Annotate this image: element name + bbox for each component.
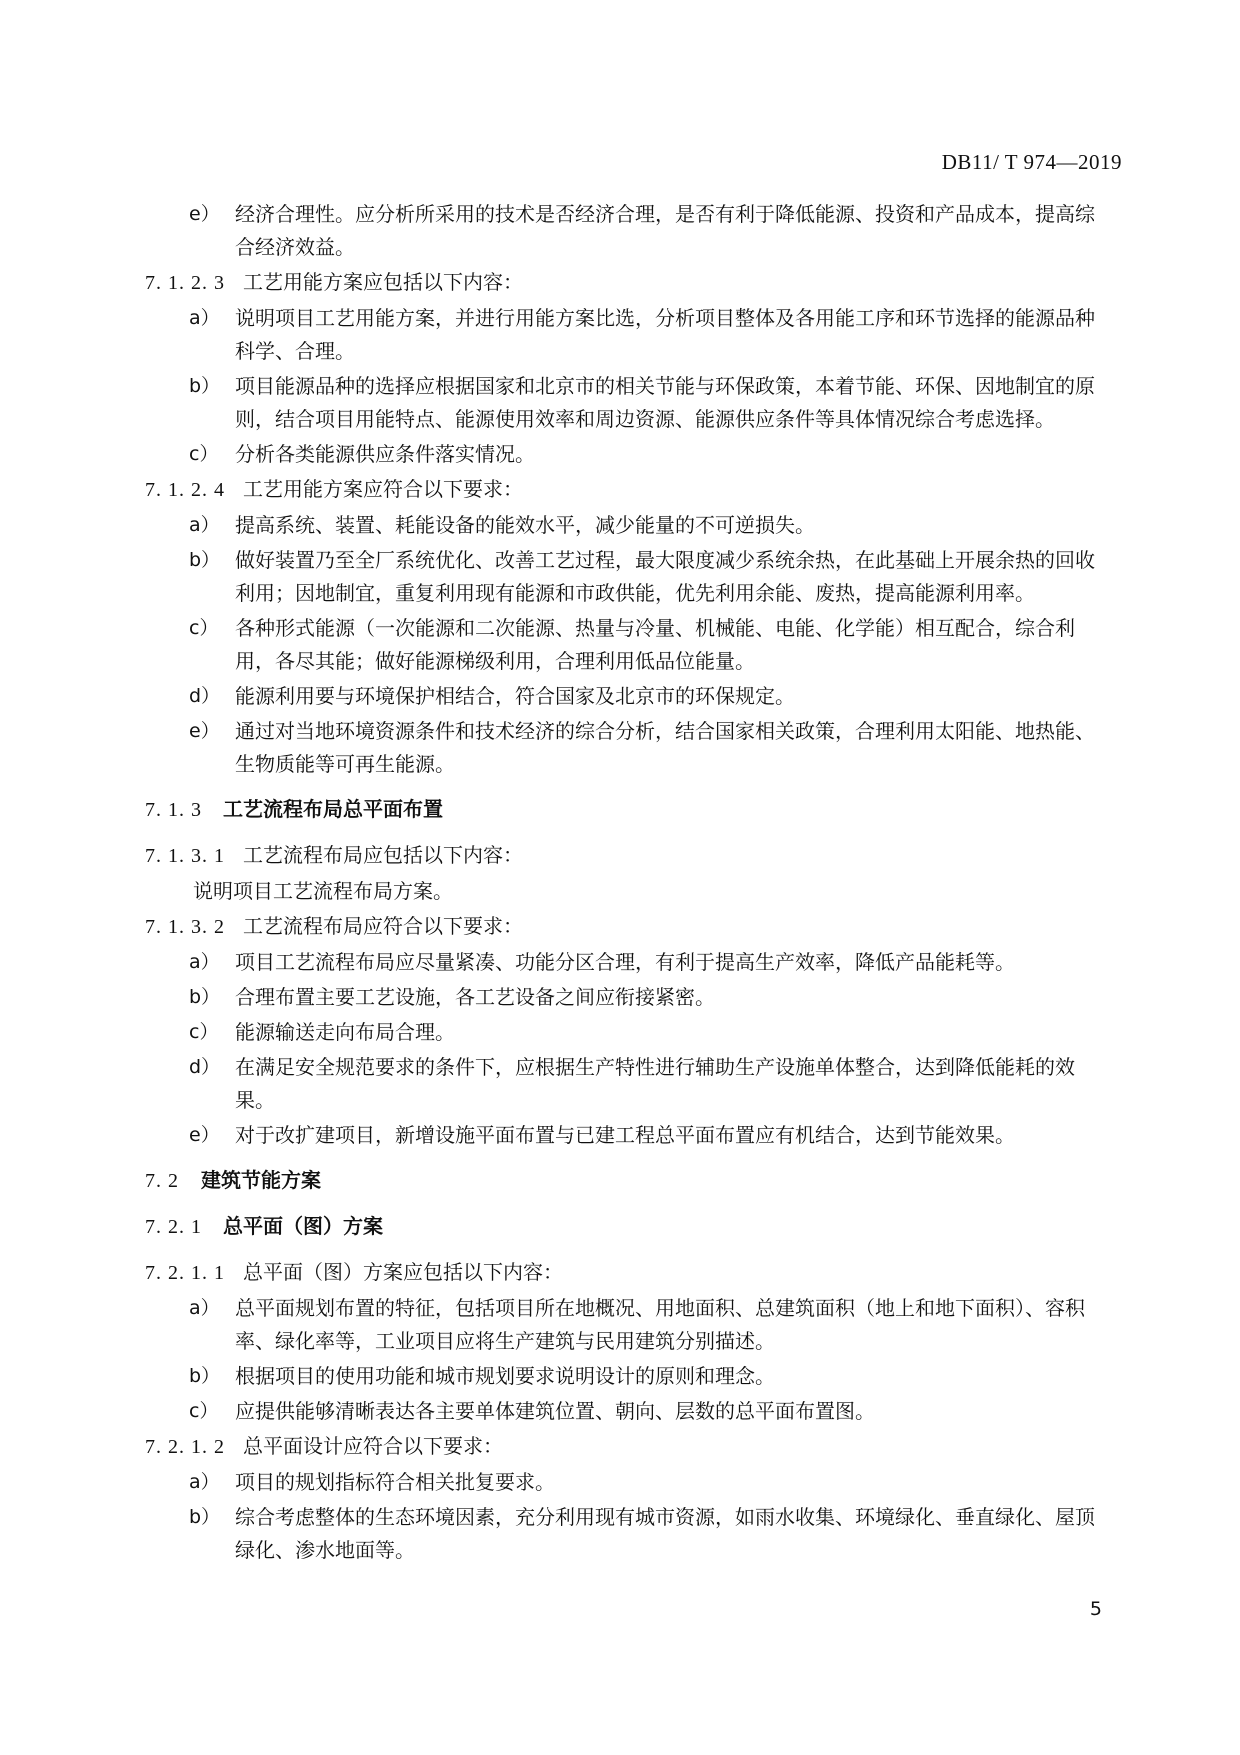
section-title: 工艺流程布局总平面布置 <box>223 797 443 821</box>
list-text: 各种形式能源（一次能源和二次能源、热量与冷量、机械能、电能、化学能）相互配合，综合利用，各尽其能；做好能源梯级利用，合理利用低品位能量。 <box>235 616 1075 673</box>
list-text: 提高系统、装置、耗能设备的能效水平，减少能量的不可逆损失。 <box>235 513 815 537</box>
clause-text: 工艺流程布局应包括以下内容： <box>243 843 523 867</box>
list-item <box>145 1501 1113 1567</box>
clause-7-1-3-2 <box>145 910 1113 944</box>
list-label: e） <box>189 203 220 225</box>
list-item <box>145 981 1113 1014</box>
list-item <box>145 1051 1113 1117</box>
list-text: 通过对当地环境资源条件和技术经济的综合分析，结合国家相关政策，合理利用太阳能、地热能、生物质能等可再生能源。 <box>235 719 1095 776</box>
list-text: 根据项目的使用功能和城市规划要求说明设计的原则和理念。 <box>235 1364 775 1388</box>
clause-number: 7. 2. 1. 1 <box>145 1262 225 1284</box>
list-label: b） <box>189 549 221 571</box>
list-label: e） <box>189 1124 220 1146</box>
clause-7-2-1-1 <box>145 1256 1113 1290</box>
section-heading-7-2-1 <box>145 1210 1113 1244</box>
clause-text: 总平面（图）方案应包括以下内容： <box>243 1260 563 1284</box>
list-label: a） <box>189 307 220 329</box>
clause-text: 总平面设计应符合以下要求： <box>243 1434 503 1458</box>
list-text: 总平面规划布置的特征，包括项目所在地概况、用地面积、总建筑面积（地上和地下面积）、容积率、绿化率等，工业项目应将生产建筑与民用建筑分别描述。 <box>235 1296 1085 1353</box>
document-code: DB11/ T 974—2019 <box>941 150 1122 174</box>
clause-7-2-1-2 <box>145 1430 1113 1464</box>
section-heading-7-2 <box>145 1164 1113 1198</box>
list-text: 对于改扩建项目，新增设施平面布置与已建工程总平面布置应有机结合，达到节能效果。 <box>235 1123 1015 1147</box>
clause-text: 工艺流程布局应符合以下要求： <box>243 914 523 938</box>
list-text: 项目能源品种的选择应根据国家和北京市的相关节能与环保政策，本着节能、环保、因地制宜的原则，结合项目用能特点、能源使用效率和周边资源、能源供应条件等具体情况综合考虑选择。 <box>235 374 1095 431</box>
clause-number: 7. 1. 3. 2 <box>145 916 225 938</box>
list-label: b） <box>189 375 221 397</box>
list-item <box>145 438 1113 471</box>
list-item <box>145 1119 1113 1152</box>
list-label: e） <box>189 720 220 742</box>
section-number: 7. 2. 1 <box>145 1216 202 1238</box>
list-item <box>145 715 1113 781</box>
list-item <box>145 1395 1113 1428</box>
page-number: 5 <box>1089 1598 1102 1620</box>
list-item <box>145 612 1113 678</box>
list-item <box>145 302 1113 368</box>
list-label: b） <box>189 1506 221 1528</box>
paragraph: 说明项目工艺流程布局方案。 <box>193 879 453 903</box>
list-text: 在满足安全规范要求的条件下，应根据生产特性进行辅助生产设施单体整合，达到降低能耗的效果。 <box>235 1055 1075 1112</box>
clause-text: 工艺用能方案应符合以下要求： <box>243 477 523 501</box>
list-item <box>145 544 1113 610</box>
list-item <box>145 509 1113 542</box>
list-label: b） <box>189 1365 221 1387</box>
clause-7-1-2-4 <box>145 473 1113 507</box>
list-text: 合理布置主要工艺设施，各工艺设备之间应衔接紧密。 <box>235 985 715 1009</box>
list-text: 项目工艺流程布局应尽量紧凑、功能分区合理，有利于提高生产效率，降低产品能耗等。 <box>235 950 1015 974</box>
clause-text: 工艺用能方案应包括以下内容： <box>243 270 523 294</box>
list-label: b） <box>189 986 221 1008</box>
list-text: 能源输送走向布局合理。 <box>235 1020 455 1044</box>
list-label: a） <box>189 514 220 536</box>
section-title: 建筑节能方案 <box>201 1168 321 1192</box>
list-label: a） <box>189 1297 220 1319</box>
list-label: a） <box>189 1471 220 1493</box>
list-label: c） <box>189 1400 219 1422</box>
clause-7-1-3-1 <box>145 839 1113 873</box>
list-label: d） <box>189 1056 221 1078</box>
clause-number: 7. 1. 3. 1 <box>145 845 225 867</box>
clause-number: 7. 1. 2. 4 <box>145 479 225 501</box>
section-title: 总平面（图）方案 <box>223 1214 383 1238</box>
list-item <box>145 946 1113 979</box>
list-text: 能源利用要与环境保护相结合，符合国家及北京市的环保规定。 <box>235 684 795 708</box>
clause-7-1-2-3 <box>145 266 1113 300</box>
list-label: c） <box>189 617 219 639</box>
clause-number: 7. 2. 1. 2 <box>145 1436 225 1458</box>
list-text: 分析各类能源供应条件落实情况。 <box>235 442 535 466</box>
list-text: 项目的规划指标符合相关批复要求。 <box>235 1470 555 1494</box>
list-text: 做好装置乃至全厂系统优化、改善工艺过程，最大限度减少系统余热，在此基础上开展余热的回收利用；因地制宜，重复利用现有能源和市政供能，优先利用余能、废热，提高能源利用率。 <box>235 548 1095 605</box>
list-text: 说明项目工艺用能方案，并进行用能方案比选，分析项目整体及各用能工序和环节选择的能源品种科学、合理。 <box>235 306 1095 363</box>
list-item <box>145 1016 1113 1049</box>
list-item <box>145 680 1113 713</box>
list-label: c） <box>189 443 219 465</box>
list-item <box>145 198 1113 264</box>
section-number: 7. 1. 3 <box>145 799 202 821</box>
list-text: 应提供能够清晰表达各主要单体建筑位置、朝向、层数的总平面布置图。 <box>235 1399 875 1423</box>
list-text: 综合考虑整体的生态环境因素，充分利用现有城市资源，如雨水收集、环境绿化、垂直绿化、屋顶绿化、渗水地面等。 <box>235 1505 1095 1562</box>
document-body <box>145 198 1113 1569</box>
list-item <box>145 1292 1113 1358</box>
section-heading-7-1-3 <box>145 793 1113 827</box>
list-item <box>145 1360 1113 1393</box>
clause-number: 7. 1. 2. 3 <box>145 272 225 294</box>
list-label: c） <box>189 1021 219 1043</box>
list-text: 经济合理性。应分析所采用的技术是否经济合理，是否有利于降低能源、投资和产品成本，提高综合经济效益。 <box>235 202 1095 259</box>
list-item <box>145 370 1113 436</box>
list-label: d） <box>189 685 221 707</box>
section-number: 7. 2 <box>145 1170 179 1192</box>
list-item <box>145 1466 1113 1499</box>
list-label: a） <box>189 951 220 973</box>
